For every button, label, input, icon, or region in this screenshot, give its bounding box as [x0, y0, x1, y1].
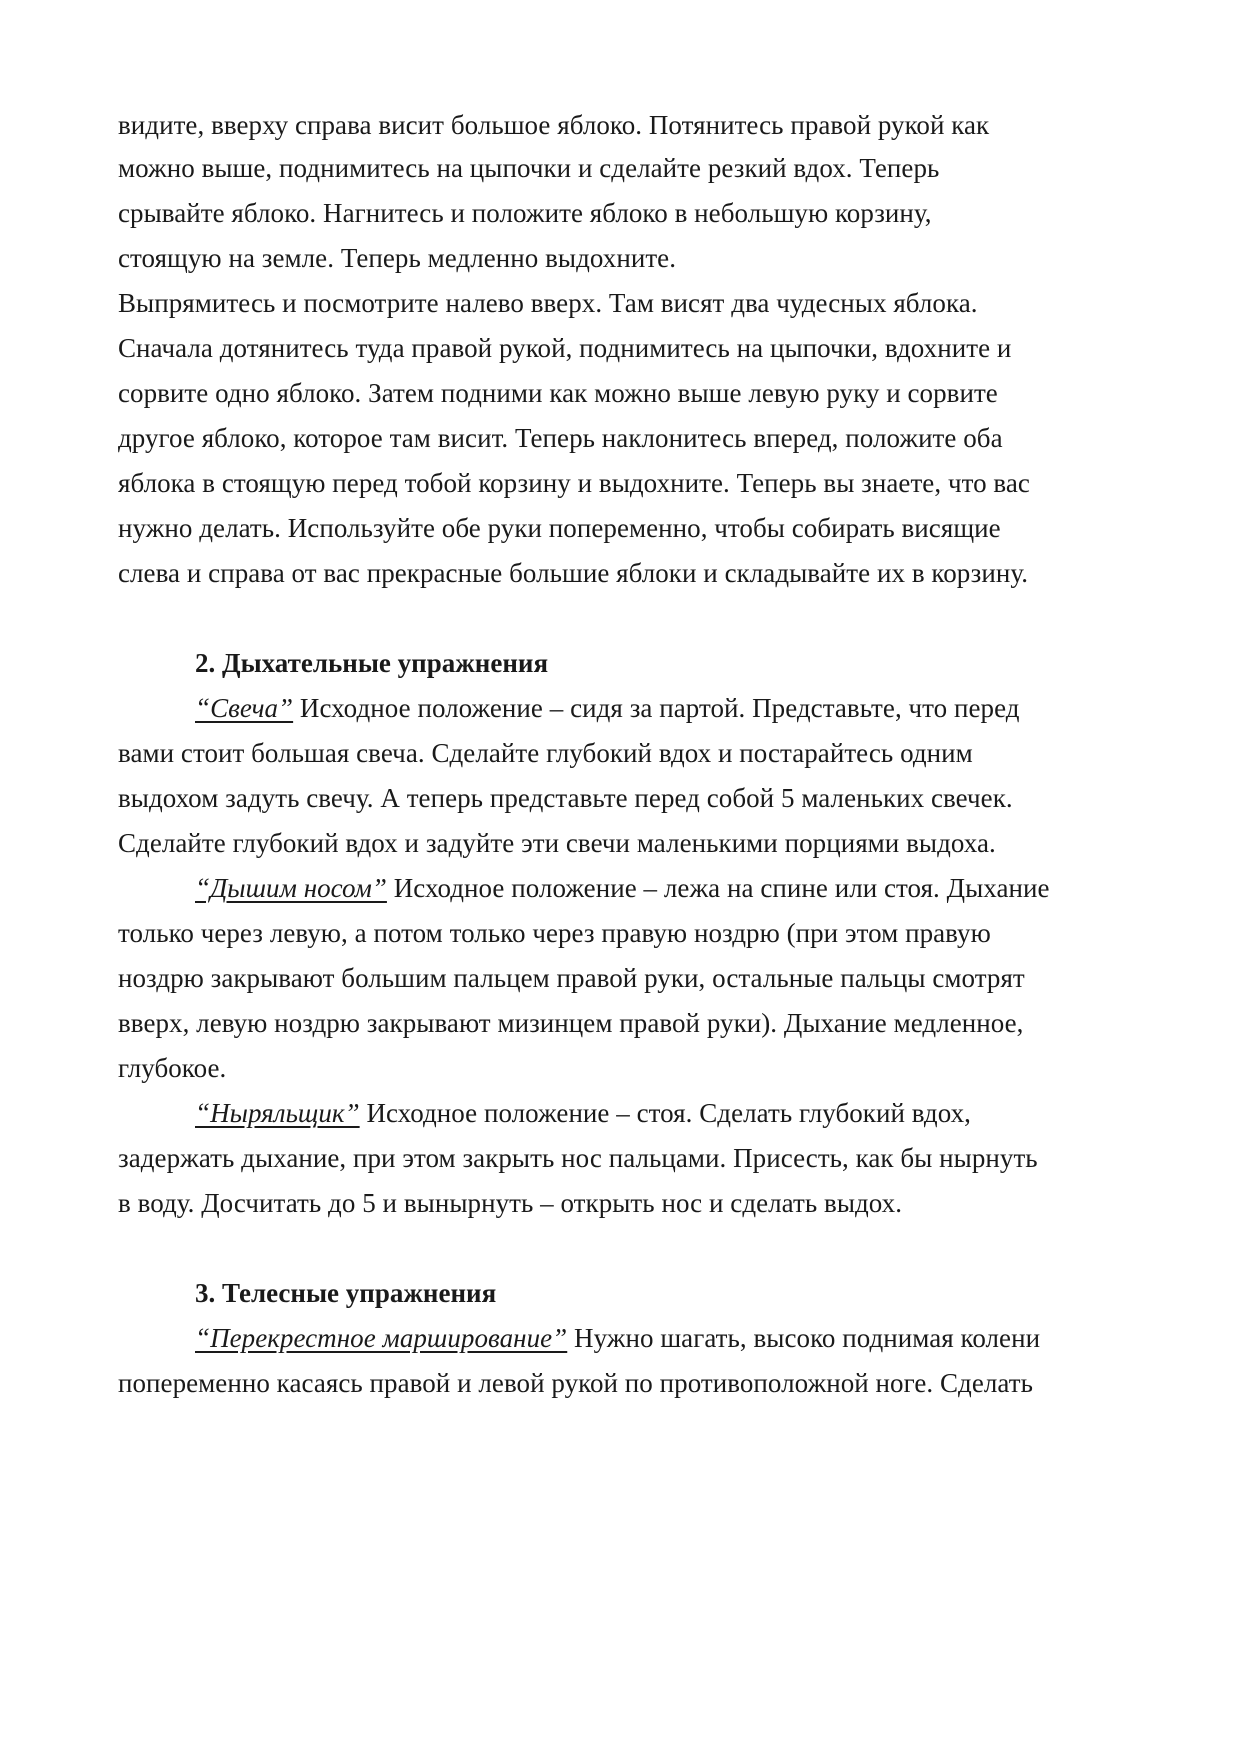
text-line: видите, вверху справа висит большое яблоко. Потянитесь правой рукой как	[118, 110, 990, 140]
exercise-term: “Свеча”	[195, 693, 294, 723]
text-line: задержать дыхание, при этом закрыть нос пальцами. Присесть, как бы нырнуть	[118, 1143, 1038, 1173]
text-line: сорвите одно яблоко. Затем подними как можно выше левую руку и сорвите	[118, 378, 998, 408]
text-line: слева и справа от вас прекрасные большие яблоки и складывайте их в корзину.	[118, 558, 1029, 588]
section-heading: 3. Телесные упражнения	[195, 1278, 497, 1308]
text-line: Исходное положение – сидя за партой. Представьте, что перед	[293, 693, 1020, 723]
text-line: яблока в стоящую перед тобой корзину и выдохните. Теперь вы знаете, что вас	[118, 468, 1030, 498]
section-heading: 2. Дыхательные упражнения	[195, 648, 549, 678]
exercise-term: “Перекрестное марширование”	[195, 1323, 568, 1353]
text-line: Сделайте глубокий вдох и задуйте эти свечи маленькими порциями выдоха.	[118, 828, 996, 858]
exercise-term: “Ныряльщик”	[195, 1098, 360, 1128]
text-line: другое яблоко, которое там висит. Теперь наклонитесь вперед, положите оба	[118, 423, 1003, 453]
exercise-term: “Дышим носом”	[195, 873, 387, 903]
text-line: попеременно касаясь правой и левой рукой по противоположной ноге. Сделать	[118, 1368, 1033, 1398]
text-line: ноздрю закрывают большим пальцем правой руки, остальные пальцы смотрят	[118, 963, 1025, 993]
text-line: срывайте яблоко. Нагнитесь и положите яблоко в небольшую корзину,	[118, 198, 932, 228]
text-line: в воду. Досчитать до 5 и вынырнуть – открыть нос и сделать выдох.	[118, 1188, 903, 1218]
text-line: вверх, левую ноздрю закрывают мизинцем правой руки). Дыхание медленное,	[118, 1008, 1024, 1038]
text-line: можно выше, поднимитесь на цыпочки и сделайте резкий вдох. Теперь	[118, 153, 940, 183]
text-line: Исходное положение – стоя. Сделать глубокий вдох,	[359, 1098, 971, 1128]
exercise-marshirovanie	[195, 1321, 1040, 1355]
text-line: Выпрямитесь и посмотрите налево вверх. Там висят два чудесных яблока.	[118, 288, 978, 318]
text-line: выдохом задуть свечу. А теперь представьте перед собой 5 маленьких свечек.	[118, 783, 1013, 813]
exercise-nyryalshchik	[195, 1096, 971, 1130]
text-line: Нужно шагать, высоко поднимая колени	[567, 1323, 1041, 1353]
text-line: вами стоит большая свеча. Сделайте глубокий вдох и постарайтесь одним	[118, 738, 973, 768]
text-line: только через левую, а потом только через правую ноздрю (при этом правую	[118, 918, 991, 948]
text-line: нужно делать. Используйте обе руки попеременно, чтобы собирать висящие	[118, 513, 1001, 543]
text-line: Исходное положение – лежа на спине или стоя. Дыхание	[386, 873, 1050, 903]
text-line: Сначала дотянитесь туда правой рукой, поднимитесь на цыпочки, вдохните и	[118, 333, 1012, 363]
exercise-svecha	[195, 691, 1020, 725]
text-line: стоящую на земле. Теперь медленно выдохните.	[118, 243, 677, 273]
exercise-dyshim-nosom	[195, 871, 1050, 905]
text-line: глубокое.	[118, 1053, 227, 1083]
